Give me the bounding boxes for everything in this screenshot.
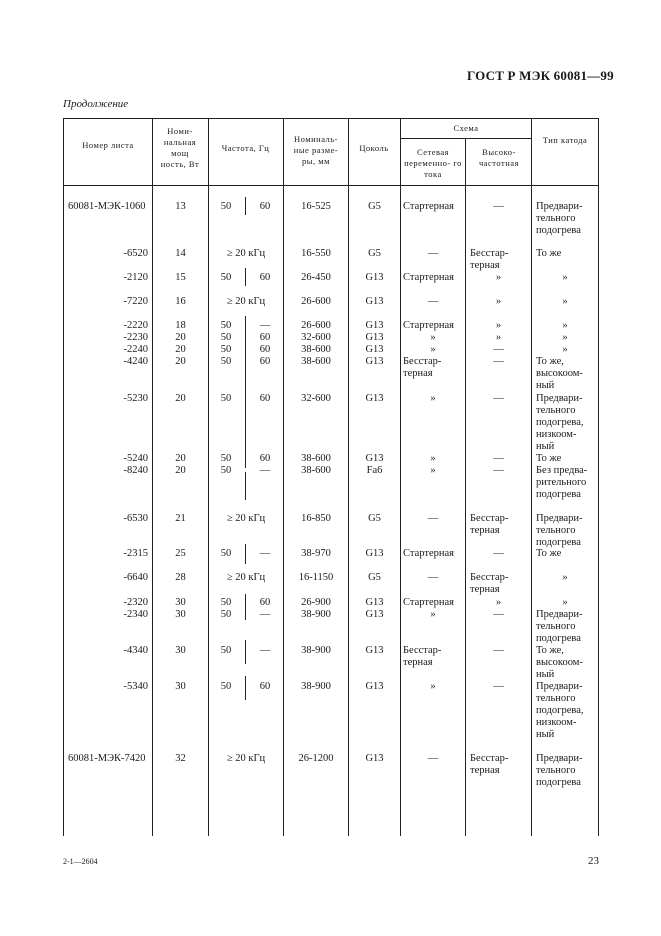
row-base: G13	[365, 548, 384, 559]
page-number: 23	[588, 855, 599, 867]
row-scheme-hf: »	[495, 296, 502, 307]
row-cathode: То же, высокоом- ный	[536, 645, 583, 680]
frequency-separator	[245, 197, 246, 215]
row-cathode: Предвари- тельного подогрева, низкоом- ный	[536, 681, 584, 740]
frequency-separator	[245, 268, 246, 286]
row-base: G5	[368, 201, 381, 212]
row-power: 20	[175, 393, 186, 404]
row-base: G13	[365, 344, 384, 355]
row-frequency-60: 60	[259, 597, 271, 608]
row-dimensions: 32-600	[301, 332, 331, 343]
row-scheme-mains: »	[430, 609, 436, 620]
row-power: 16	[175, 296, 186, 307]
row-power: 30	[175, 645, 186, 656]
frequency-separator	[245, 640, 246, 664]
row-scheme-hf: Бесстар- терная	[470, 513, 509, 536]
row-dimensions: 16-850	[301, 513, 331, 524]
row-dimensions: 26-1200	[298, 753, 334, 764]
row-scheme-hf: —	[493, 393, 504, 404]
row-cathode: То же	[536, 248, 562, 259]
row-frequency-60: —	[259, 548, 271, 559]
row-frequency: ≥ 20 кГц	[226, 572, 266, 583]
row-frequency-50: 50	[220, 356, 232, 367]
row-base: Fa6	[366, 465, 383, 476]
row-frequency-60: —	[259, 645, 271, 656]
frequency-separator	[245, 316, 246, 468]
row-base: G5	[368, 513, 381, 524]
row-scheme-hf: »	[495, 320, 502, 331]
row-base: G13	[365, 597, 384, 608]
row-scheme-mains: Стартерная	[403, 272, 454, 283]
row-scheme-mains: Бесстар- терная	[403, 356, 442, 379]
col-divider	[465, 138, 466, 836]
row-frequency-60: 60	[259, 332, 271, 343]
row-frequency: ≥ 20 кГц	[226, 296, 266, 307]
row-frequency-60: —	[259, 609, 271, 620]
col-header-power: Номи- нальная мощ ность, Вт	[160, 126, 200, 169]
row-frequency-50: 50	[220, 609, 232, 620]
row-number: -2230	[123, 332, 148, 343]
col-divider	[152, 118, 153, 836]
row-base: G13	[365, 645, 384, 656]
row-cathode: То же, высокоом- ный	[536, 356, 583, 391]
row-scheme-hf: —	[493, 356, 504, 367]
row-frequency-50: 50	[220, 453, 232, 464]
row-power: 20	[175, 465, 186, 476]
row-cathode: »	[562, 597, 568, 608]
row-power: 20	[175, 453, 186, 464]
frequency-separator	[245, 676, 246, 700]
row-frequency-60: 60	[259, 393, 271, 404]
col-divider	[283, 118, 284, 836]
row-dimensions: 26-900	[301, 597, 331, 608]
row-scheme-hf: —	[493, 548, 504, 559]
row-number: -2320	[123, 597, 148, 608]
col-divider	[348, 118, 349, 836]
row-scheme-mains: »	[430, 332, 436, 343]
row-cathode: Предвари- тельного подогрева	[536, 513, 583, 548]
row-dimensions: 16-1150	[298, 572, 334, 583]
row-scheme-hf: »	[495, 332, 502, 343]
row-cathode: »	[562, 320, 568, 331]
row-scheme-hf: Бесстар- терная	[470, 248, 509, 271]
row-scheme-hf: »	[495, 597, 502, 608]
row-number: -5230	[123, 393, 148, 404]
row-frequency-50: 50	[220, 272, 232, 283]
row-power: 21	[175, 513, 186, 524]
row-dimensions: 26-600	[301, 320, 331, 331]
row-power: 32	[175, 753, 186, 764]
row-frequency-50: 50	[220, 332, 232, 343]
row-number: 60081-МЭК-7420	[68, 753, 146, 764]
row-number: -6520	[123, 248, 148, 259]
row-scheme-mains: Бесстар- терная	[403, 645, 442, 668]
row-frequency: ≥ 20 кГц	[226, 753, 266, 764]
row-power: 30	[175, 681, 186, 692]
row-number: -6530	[123, 513, 148, 524]
row-dimensions: 38-600	[301, 344, 331, 355]
frequency-separator	[245, 544, 246, 564]
row-cathode: Предвари- тельного подогрева, низкоом- ный	[536, 393, 584, 452]
row-scheme-mains: Стартерная	[403, 201, 454, 212]
row-number: -6640	[123, 572, 148, 583]
row-number: -4240	[123, 356, 148, 367]
row-power: 20	[175, 332, 186, 343]
row-cathode: То же	[536, 453, 562, 464]
row-scheme-mains: Стартерная	[403, 597, 454, 608]
row-frequency-50: 50	[220, 393, 232, 404]
row-frequency-60: 60	[259, 272, 271, 283]
row-frequency-60: 60	[259, 453, 271, 464]
row-frequency-50: 50	[220, 548, 232, 559]
row-frequency-60: 60	[259, 356, 271, 367]
row-power: 20	[175, 356, 186, 367]
row-base: G13	[365, 356, 384, 367]
row-frequency-60: 60	[259, 681, 271, 692]
row-base: G5	[368, 248, 381, 259]
row-power: 13	[175, 201, 186, 212]
row-base: G13	[365, 753, 384, 764]
row-cathode: Предвари- тельного подогрева	[536, 753, 583, 788]
row-power: 14	[175, 248, 186, 259]
row-scheme-mains: Стартерная	[403, 548, 454, 559]
row-number: -2315	[123, 548, 148, 559]
row-dimensions: 38-900	[301, 645, 331, 656]
row-scheme-mains: —	[427, 296, 439, 307]
row-base: G13	[365, 272, 384, 283]
col-header-dimensions: Номиналь- ные разме- ры, мм	[293, 134, 339, 166]
table-right-border	[598, 118, 599, 836]
row-scheme-hf: —	[493, 645, 504, 656]
row-dimensions: 38-970	[301, 548, 331, 559]
row-dimensions: 38-600	[301, 453, 331, 464]
row-frequency-50: 50	[220, 201, 232, 212]
row-power: 30	[175, 609, 186, 620]
row-scheme-mains: »	[430, 465, 436, 476]
frequency-separator	[245, 594, 246, 620]
frequency-separator	[245, 472, 246, 500]
row-base: G5	[368, 572, 381, 583]
row-base: G13	[365, 453, 384, 464]
row-frequency-50: 50	[220, 320, 232, 331]
col-divider	[208, 118, 209, 836]
col-divider	[531, 118, 532, 836]
row-number: -2120	[123, 272, 148, 283]
col-divider	[400, 118, 401, 836]
row-number: -5340	[123, 681, 148, 692]
row-base: G13	[365, 393, 384, 404]
row-scheme-mains: Стартерная	[403, 320, 454, 331]
col-header-scheme-hf: Высоко- частотная	[478, 147, 519, 168]
row-scheme-mains: »	[430, 393, 436, 404]
footer-code: 2-1—2604	[63, 857, 98, 866]
row-dimensions: 38-900	[301, 609, 331, 620]
row-scheme-mains: —	[427, 572, 439, 583]
row-base: G13	[365, 332, 384, 343]
row-scheme-mains: »	[430, 681, 436, 692]
row-dimensions: 32-600	[301, 393, 331, 404]
row-base: G13	[365, 609, 384, 620]
row-number: -2340	[123, 609, 148, 620]
row-dimensions: 38-600	[301, 356, 331, 367]
continuation-label: Продолжение	[63, 98, 129, 110]
col-header-scheme-mains: Сетевая переменно- го тока	[404, 147, 462, 179]
row-cathode: »	[562, 272, 568, 283]
row-frequency-60: —	[259, 320, 271, 331]
row-frequency: ≥ 20 кГц	[226, 513, 266, 524]
row-dimensions: 38-600	[301, 465, 331, 476]
row-frequency-50: 50	[220, 645, 232, 656]
row-frequency-60: 60	[259, 201, 271, 212]
row-number: -7220	[123, 296, 148, 307]
row-cathode: »	[562, 296, 568, 307]
row-power: 20	[175, 344, 186, 355]
col-header-cathode: Тип катода	[542, 135, 588, 145]
row-scheme-hf: Бесстар- терная	[470, 753, 509, 776]
row-power: 28	[175, 572, 186, 583]
row-cathode: »	[562, 344, 568, 355]
row-number: -8240	[123, 465, 148, 476]
row-scheme-hf: —	[493, 344, 504, 355]
row-base: G13	[365, 681, 384, 692]
row-cathode: Без предва- рительного подогрева	[536, 465, 588, 500]
row-number: -2240	[123, 344, 148, 355]
row-power: 15	[175, 272, 186, 283]
row-cathode: »	[562, 332, 568, 343]
row-cathode: Предвари- тельного подогрева	[536, 201, 583, 236]
document-title: ГОСТ Р МЭК 60081—99	[467, 68, 614, 83]
row-dimensions: 16-525	[301, 201, 331, 212]
row-cathode: »	[562, 572, 568, 583]
row-scheme-hf: —	[493, 465, 504, 476]
table-top-border	[63, 118, 599, 119]
row-base: G13	[365, 320, 384, 331]
row-scheme-hf: —	[493, 453, 504, 464]
row-scheme-mains: —	[427, 248, 439, 259]
row-number: 60081-МЭК-1060	[68, 201, 146, 212]
row-dimensions: 16-550	[301, 248, 331, 259]
row-scheme-hf: »	[495, 272, 502, 283]
row-scheme-hf: Бесстар- терная	[470, 572, 509, 595]
row-number: -2220	[123, 320, 148, 331]
row-dimensions: 26-600	[301, 296, 331, 307]
row-number: -4340	[123, 645, 148, 656]
row-cathode: То же	[536, 548, 562, 559]
table-left-border	[63, 118, 64, 836]
row-scheme-hf: —	[493, 681, 504, 692]
row-frequency-60: 60	[259, 344, 271, 355]
row-frequency-50: 50	[220, 597, 232, 608]
col-header-scheme: Схема	[453, 123, 479, 133]
row-scheme-mains: »	[430, 453, 436, 464]
row-scheme-mains: »	[430, 344, 436, 355]
row-frequency-50: 50	[220, 681, 232, 692]
col-header-base: Цоколь	[359, 143, 389, 153]
row-cathode: Предвари- тельного подогрева	[536, 609, 583, 644]
row-frequency-60: —	[259, 465, 271, 476]
row-base: G13	[365, 296, 384, 307]
row-power: 25	[175, 548, 186, 559]
col-header-frequency: Частота, Гц	[221, 143, 270, 153]
row-scheme-hf: —	[493, 201, 504, 212]
row-frequency: ≥ 20 кГц	[226, 248, 266, 259]
row-scheme-mains: —	[427, 513, 439, 524]
row-dimensions: 26-450	[301, 272, 331, 283]
row-scheme-hf: —	[493, 609, 504, 620]
row-scheme-mains: —	[427, 753, 439, 764]
row-power: 18	[175, 320, 186, 331]
row-dimensions: 38-900	[301, 681, 331, 692]
row-power: 30	[175, 597, 186, 608]
header-bottom-border	[63, 185, 599, 186]
row-frequency-50: 50	[220, 344, 232, 355]
col-header-number: Номер листа	[82, 140, 134, 150]
row-number: -5240	[123, 453, 148, 464]
row-frequency-50: 50	[220, 465, 232, 476]
